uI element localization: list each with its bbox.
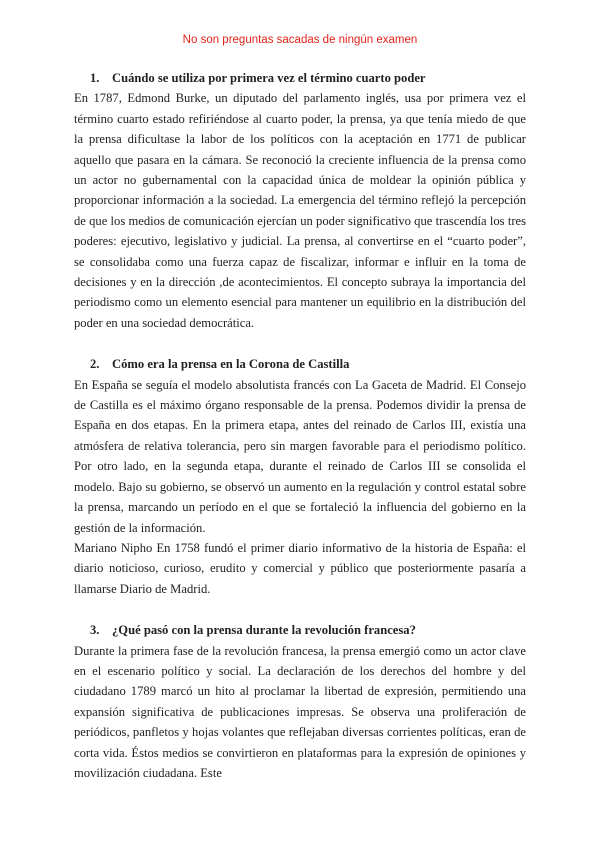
spacer: [74, 599, 526, 620]
paragraph: Durante la primera fase de la revolución francesa, la prensa emergió como un actor clave en el escenario político y social. La declaración de los derechos del hombre y del ciudadano 1789 marcó un hito al proclamar la libertad de expresión, permitiendo una expansión significativa de publicaciones impresas. Se observa una proliferación de periódicos, panfletos y hojas volantes que reflejaban diversas corrientes políticas, eran de corta vida. Éstos medios se convirtieron en plataformas para la expresión de opiniones y movilización ciudadana. Este: [74, 643, 526, 780]
section-3: [74, 620, 526, 783]
section-title: Cuándo se utiliza por primera vez el término cuarto poder: [112, 71, 426, 85]
header-note: No son preguntas sacadas de ningún examen: [182, 34, 418, 46]
section-number: 2.: [90, 357, 100, 372]
paragraph: Mariano Nipho En 1758 fundó el primer diario informativo de la historia de España: el diario noticioso, curioso, erudito y comercial y público que posteriormente pasaría a llamarse Diario de Madrid.: [74, 540, 526, 596]
paragraph: En 1787, Edmond Burke, un diputado del parlamento inglés, usa por primera vez el término cuarto estado refiriéndose al cuarto poder, la prensa, ya que tenía miedo de que la prensa dificultase la labor de los políticos con la aceptación en 1771 de publicar aquello que pasara en la cámara. Se reconoció la creciente influencia de la prensa como un actor no gubernamental con la capacidad única de moldear la opinión pública y proporcionar información a la sociedad. La emergencia del término reflejó la percepción de que los medios de comunicación ejercían un poder significativo que trascendía los tres poderes: ejecutivo, legislativo y judicial. La prensa, al convertirse en el “cuarto poder”, se consolidaba como una fuerza capaz de fiscalizar, informar e influir en la toma de decisiones y en la dirección ,de acontecimientos. El concepto subraya la importancia del periodismo como un elemento esencial para mantener un equilibrio en la distribución del poder en una sociedad democrática.: [74, 91, 526, 330]
spacer: [74, 333, 526, 354]
section-heading: [74, 354, 526, 374]
section-number: 3.: [90, 623, 100, 638]
section-1: [74, 68, 526, 333]
section-heading: [74, 68, 526, 88]
section-title: Cómo era la prensa en la Corona de Castilla: [112, 357, 350, 372]
section-number: 1.: [90, 71, 100, 85]
section-heading: [74, 620, 526, 640]
document-body: [74, 68, 526, 783]
paragraph: En España se seguía el modelo absolutista francés con La Gaceta de Madrid. El Consejo de Castilla es el máximo órgano responsable de la prensa. Podemos dividir la prensa de España en dos etapas. En la primera etapa, antes del reinado de Carlos III, existía una atmósfera de relativa tolerancia, pero sin margen favorable para el periodismo político. Por otro lado, en la segunda etapa, durante el reinado de Carlos III se consolida el modelo. Bajo su gobierno, se observó un aumento en la regulación y control estatal sobre la prensa, marcando un período en el que se fortaleció la influencia del gobierno en la gestión de la información.: [74, 377, 526, 535]
section-2: [74, 354, 526, 599]
section-title: ¿Qué pasó con la prensa durante la revolución francesa?: [112, 623, 416, 638]
